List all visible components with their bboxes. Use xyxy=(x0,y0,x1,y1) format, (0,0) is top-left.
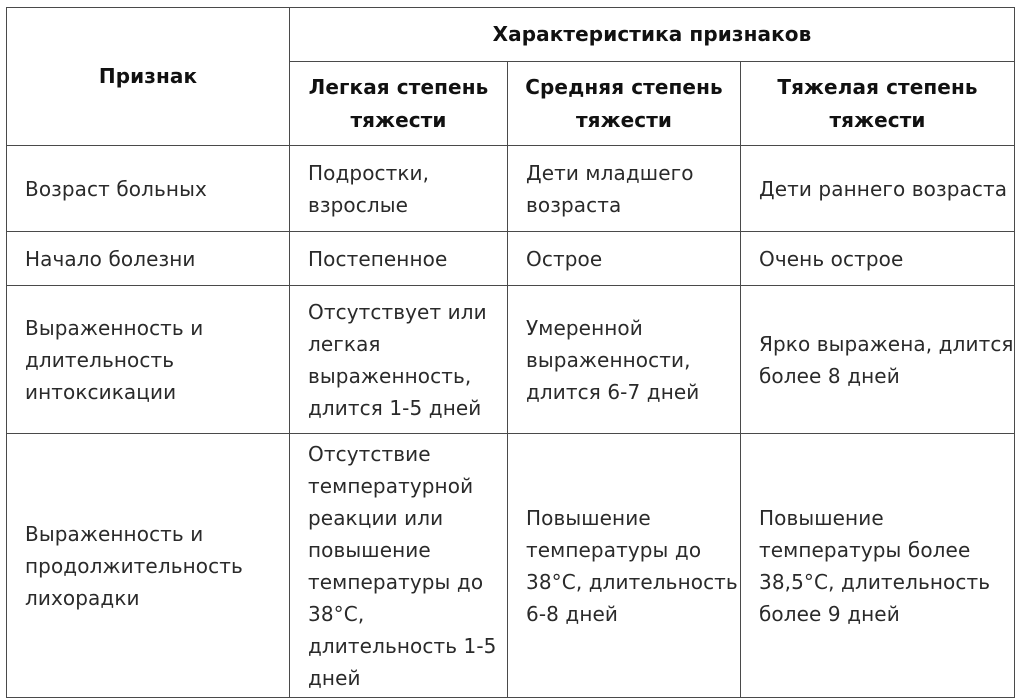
row-severe: Ярко выражена, длится более 8 дней xyxy=(759,331,1014,388)
row-sign-cell xyxy=(7,232,290,286)
header-mild xyxy=(290,62,508,146)
row-mild-cell xyxy=(290,434,508,698)
row-severe: Дети раннего возраста xyxy=(759,176,1008,201)
row-mild: Отсутствие температурной реакции или повышение температуры до 38°С, длительность 1-5 дней xyxy=(308,441,497,690)
row-moderate: Умеренной выраженности, длится 6-7 дней xyxy=(526,315,700,404)
header-moderate-label: Средняя степень тяжести xyxy=(525,74,723,132)
table-row xyxy=(7,146,1015,232)
row-severe: Повышение температуры более 38,5°С, длительность более 9 дней xyxy=(759,505,991,626)
severity-table xyxy=(6,7,1015,698)
header-severe-label: Тяжелая степень тяжести xyxy=(777,74,978,132)
row-moderate-cell xyxy=(508,232,741,286)
row-mild-cell xyxy=(290,232,508,286)
row-moderate: Повышение температуры до 38°С, длительность 6-8 дней xyxy=(526,505,738,626)
table-row xyxy=(7,286,1015,434)
row-mild: Подростки, взрослые xyxy=(308,160,430,217)
row-moderate: Острое xyxy=(526,246,603,271)
row-mild-cell xyxy=(290,286,508,434)
table-row xyxy=(7,232,1015,286)
row-sign-cell xyxy=(7,434,290,698)
header-severe xyxy=(741,62,1015,146)
row-sign-cell xyxy=(7,286,290,434)
row-mild-cell xyxy=(290,146,508,232)
row-moderate: Дети младшего возраста xyxy=(526,160,694,217)
row-sign: Выраженность и длительность интоксикации xyxy=(25,315,204,404)
header-sign xyxy=(7,8,290,146)
row-severe-cell xyxy=(741,146,1015,232)
row-mild: Отсутствует или легкая выраженность, длится 1-5 дней xyxy=(308,299,487,420)
row-moderate-cell xyxy=(508,286,741,434)
table-row xyxy=(7,434,1015,698)
row-moderate-cell xyxy=(508,146,741,232)
header-characteristics-label: Характеристика признаков xyxy=(492,22,812,46)
row-sign: Выраженность и продолжительность лихорадки xyxy=(25,521,243,610)
row-severe-cell xyxy=(741,286,1015,434)
row-sign: Начало болезни xyxy=(25,246,196,271)
header-mild-label: Легкая степень тяжести xyxy=(308,74,489,132)
row-severe-cell xyxy=(741,434,1015,698)
row-severe: Очень острое xyxy=(759,246,904,271)
header-sign-label: Признак xyxy=(98,64,198,88)
row-mild: Постепенное xyxy=(308,246,448,271)
row-moderate-cell xyxy=(508,434,741,698)
header-moderate xyxy=(508,62,741,146)
row-sign: Возраст больных xyxy=(25,176,207,201)
row-severe-cell xyxy=(741,232,1015,286)
header-row-top xyxy=(7,8,1015,62)
header-characteristics xyxy=(290,8,1015,62)
row-sign-cell xyxy=(7,146,290,232)
